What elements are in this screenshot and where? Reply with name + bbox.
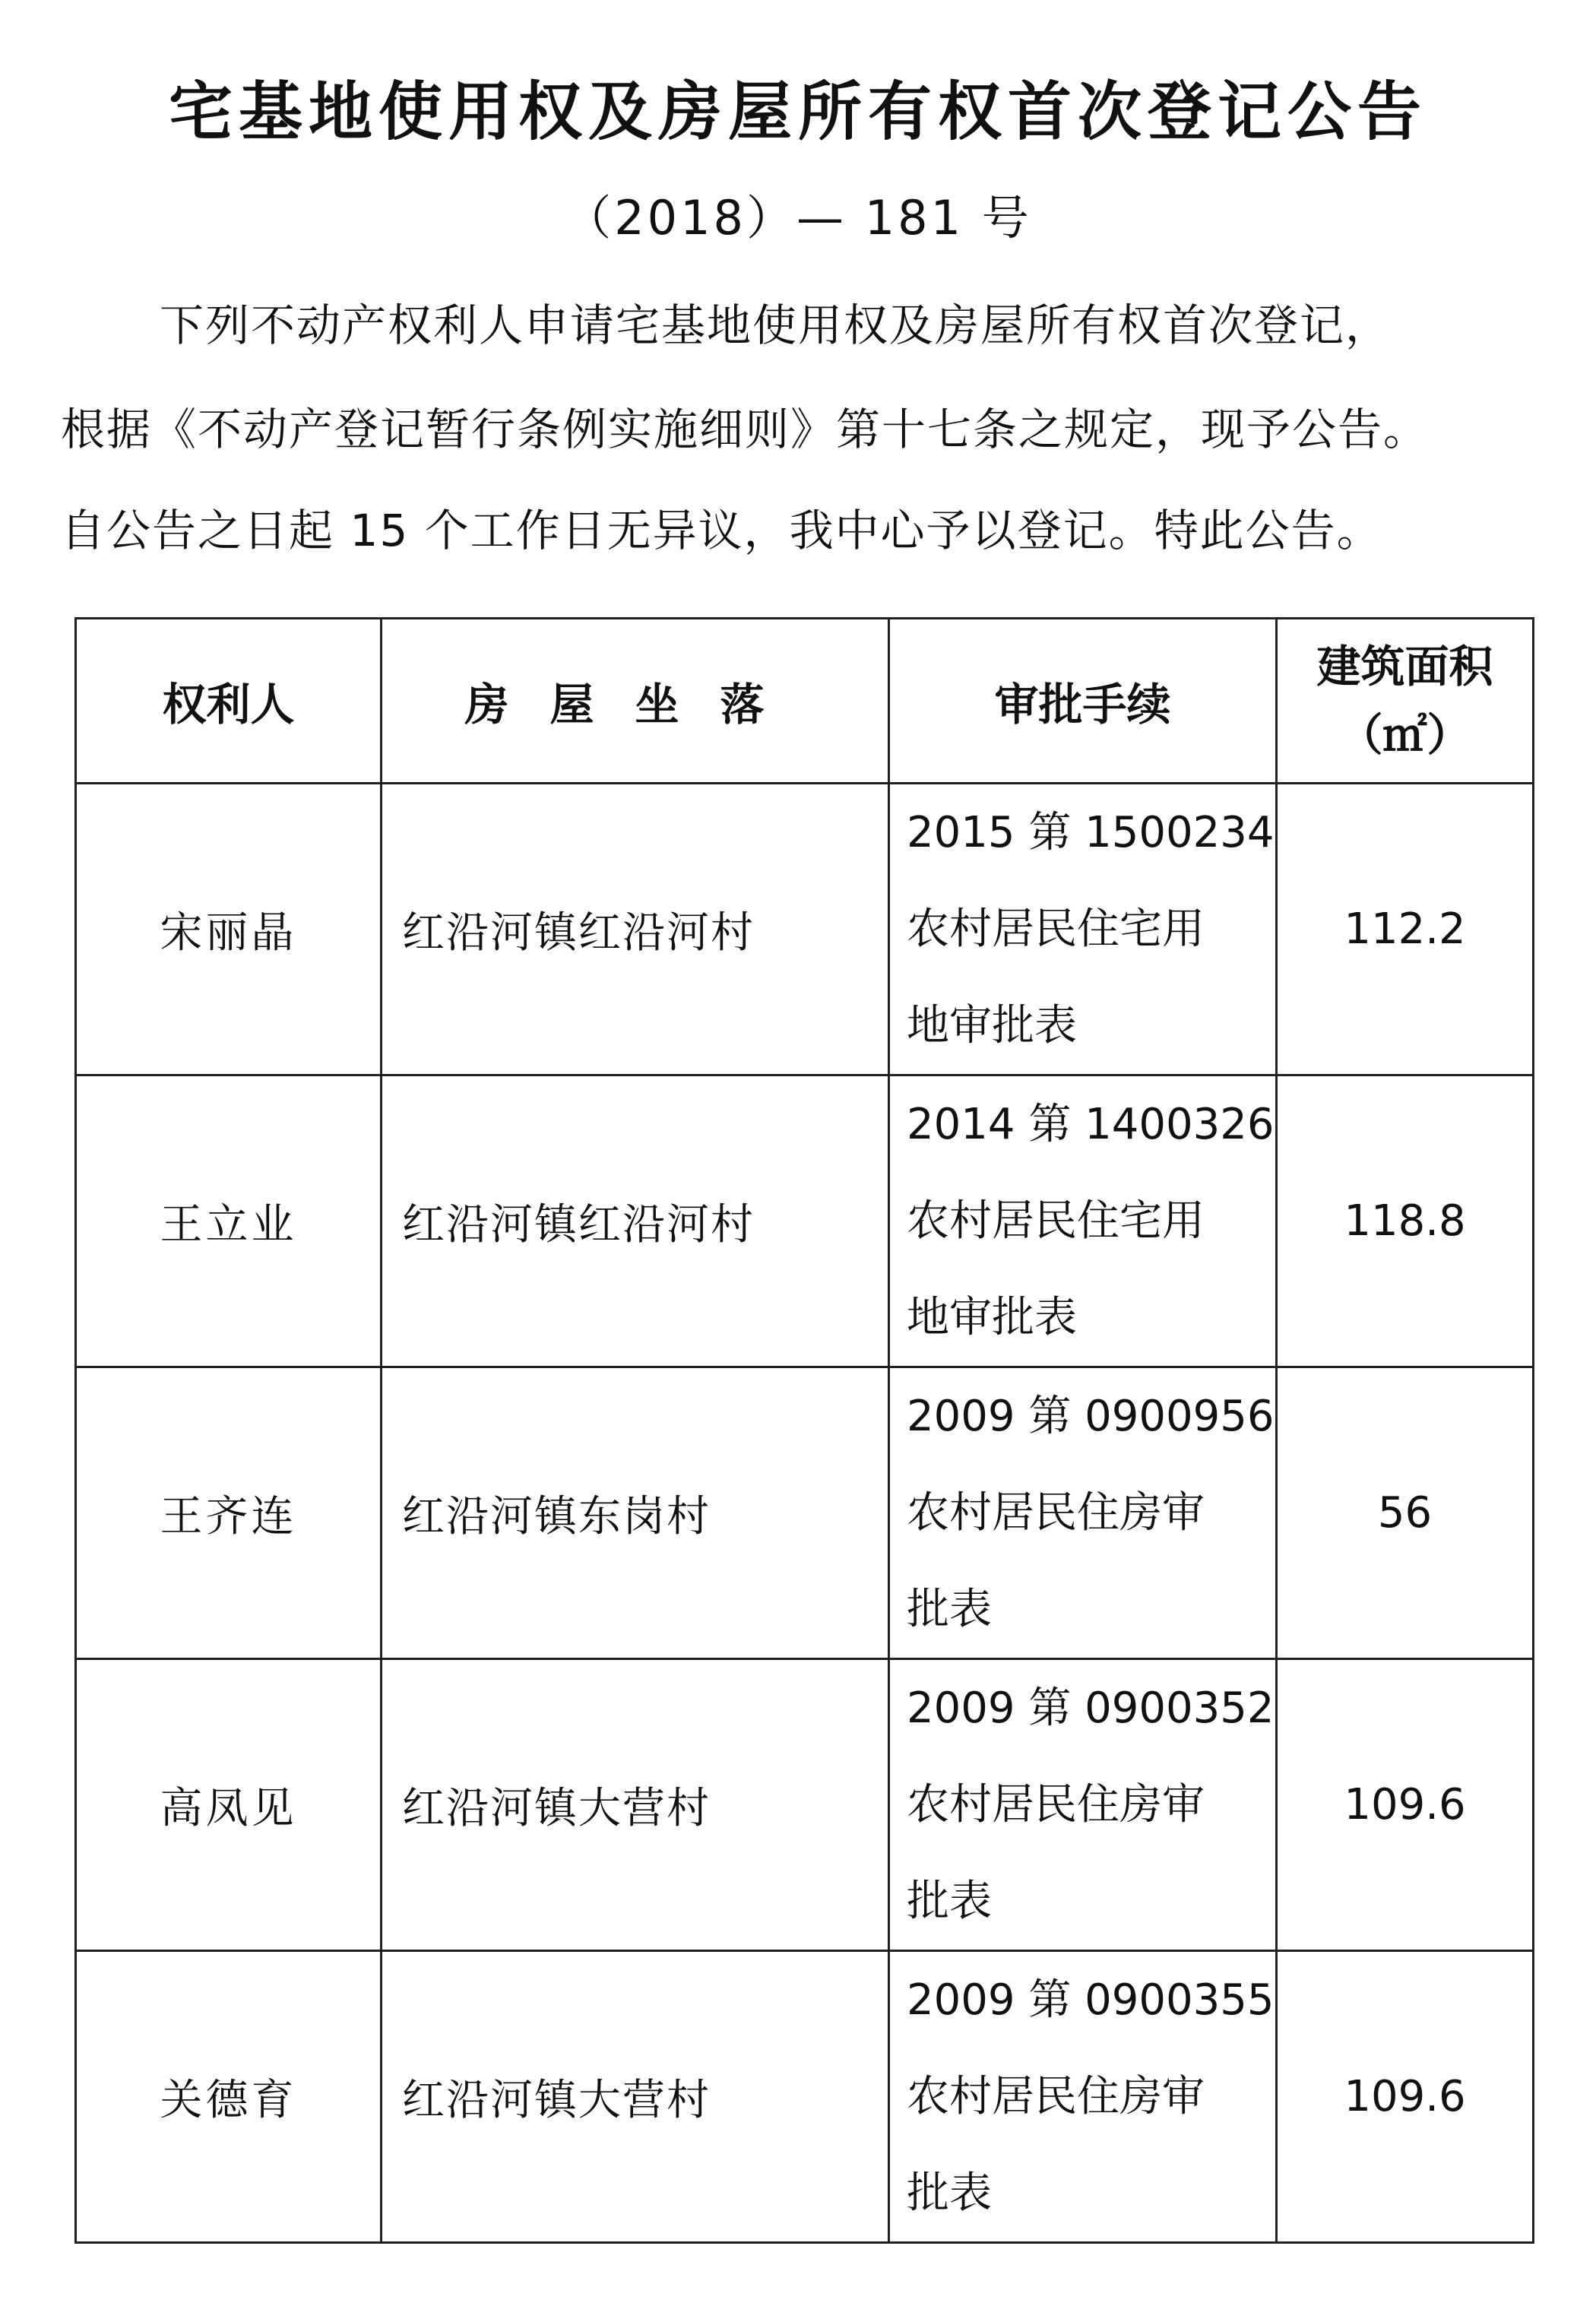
table-header-row [76,619,1534,784]
approval-line: 2009 第 0900956 [907,1392,1275,1441]
header-area-label: 建筑面积 [1316,641,1493,692]
approval-line: 2009 第 0900355 [907,1975,1275,2025]
approval-line: 农村居民住宅用 [907,904,1205,954]
location-cell: 红沿河镇东岗村 [382,1367,889,1659]
table-row [76,1367,1534,1659]
approval-line: 农村居民住房审 [907,1488,1205,1538]
table-row [76,1951,1534,2243]
approval-line: 2015 第 1500234 [907,808,1275,857]
location-cell: 红沿河镇红沿河村 [382,784,889,1075]
registration-table [74,617,1534,2244]
header-area [1277,619,1534,784]
approval-cell [889,1367,1277,1659]
header-location-label: 房屋坐落 [464,679,806,730]
approval-line: 农村居民住房审 [907,1780,1205,1829]
area-cell: 118.8 [1277,1075,1534,1367]
table-row [76,1075,1534,1367]
notice-paragraph-line-2: 根据《不动产登记暂行条例实施细则》第十七条之规定，现予公告。 [61,404,1430,455]
area-cell: 109.6 [1277,1659,1534,1951]
table-row [76,1659,1534,1951]
notice-paragraph-line-1: 下列不动产权利人申请宅基地使用权及房屋所有权首次登记， [160,299,1392,351]
owner-cell: 王齐连 [76,1367,382,1659]
table-row [76,784,1534,1075]
header-owner: 权利人 [76,619,382,784]
approval-line: 农村居民住宅用 [907,1196,1205,1246]
approval-line: 地审批表 [907,1001,1077,1050]
header-area-unit: （㎡） [1338,709,1471,761]
approval-cell [889,1659,1277,1951]
approval-line: 批表 [907,1877,992,1926]
document-number: （2018）— 181 号 [564,190,1032,246]
owner-cell: 宋丽晶 [76,784,382,1075]
area-cell: 56 [1277,1367,1534,1659]
approval-cell [889,784,1277,1075]
notice-paragraph-line-3: 自公告之日起 15 个工作日无异议，我中心予以登记。特此公告。 [61,505,1382,556]
approval-cell [889,1951,1277,2243]
owner-cell: 王立业 [76,1075,382,1367]
area-cell: 112.2 [1277,784,1534,1075]
approval-line: 2009 第 0900352 [907,1684,1275,1733]
header-approval: 审批手续 [889,619,1277,784]
location-cell: 红沿河镇大营村 [382,1951,889,2243]
approval-line: 批表 [907,2168,992,2218]
approval-line: 批表 [907,1585,992,1634]
area-cell: 109.6 [1277,1951,1534,2243]
header-location [382,619,889,784]
approval-line: 2014 第 1400326 [907,1100,1275,1149]
notice-title: 宅基地使用权及房屋所有权首次登记公告 [168,74,1427,149]
owner-cell: 高凤见 [76,1659,382,1951]
owner-cell: 关德育 [76,1951,382,2243]
approval-cell [889,1075,1277,1367]
approval-line: 地审批表 [907,1293,1077,1342]
approval-line: 农村居民住房审 [907,2072,1205,2121]
location-cell: 红沿河镇红沿河村 [382,1075,889,1367]
location-cell: 红沿河镇大营村 [382,1659,889,1951]
